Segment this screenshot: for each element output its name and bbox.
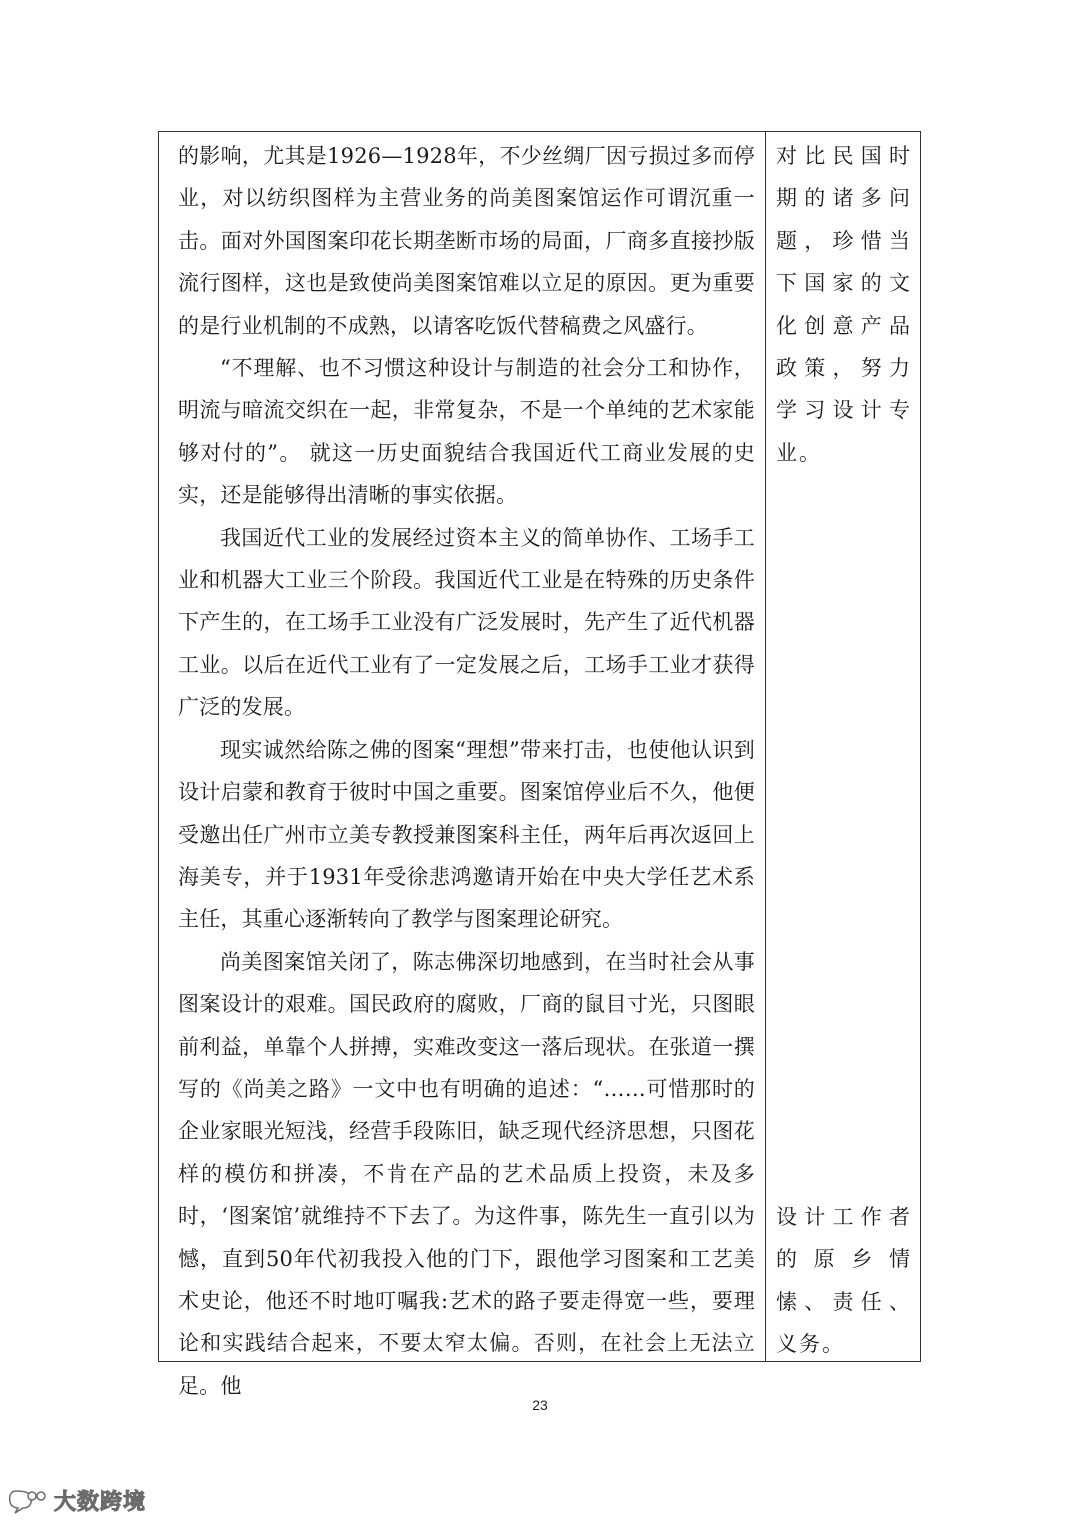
watermark bbox=[8, 1485, 146, 1516]
side-note-2: 设计工作者的原乡情愫、责任、义务。 bbox=[776, 1205, 912, 1357]
watermark-text: 大数跨境 bbox=[54, 1490, 147, 1515]
paragraph-4: 现实诚然给陈之佛的图案“理想”带来打击，也使他认识到设计启蒙和教育于彼时中国之重要。图案馆停业后不久，他便受邀出任广州市立美专教授兼图案科主任，两年后再次返回上海美专，并于1931年受徐悲鸿邀请开始在中央大学任艺术系主任，其重心逐渐转向了教学与图案理论研究。 bbox=[178, 737, 755, 932]
page-number: 23 bbox=[532, 1397, 548, 1413]
chat-bubble-logo-icon bbox=[8, 1488, 48, 1514]
paragraph-1: 的影响，尤其是1926—1928年，不少丝绸厂因亏损过多而停业，对以纺织图样为主营业务的尚美图案馆运作可谓沉重一击。面对外国图案印花长期垄断市场的局面，厂商多直接抄版流行图样，这也是致使尚美图案馆难以立足的原因。更为重要的是行业机制的不成熟，以请客吃饭代替稿费之风盛行。 bbox=[178, 144, 755, 338]
paragraph-5: 尚美图案馆关闭了，陈志佛深切地感到，在当时社会从事图案设计的艰难。国民政府的腐败，厂商的鼠目寸光，只图眼前利益，单靠个人拼搏，实难改变这一落后现状。在张道一撰写的《尚美之路》一文中也有明确的追述：“……可惜那时的企业家眼光短浅，经营手段陈旧，缺乏现代经济思想，只图花样的模仿和拼凑，不肯在产品的艺术品质上投资，未及多时，‘图案馆’就维持不下去了。为这件事，陈先生一直引以为憾，直到50年代初我投入他的门下，跟他学习图案和工艺美术史论，他还不时地叮嘱我:艺术的路子要走得宽一些，要理论和实践结合起来，不要太窄太偏。否则，在社会上无法立足。他 bbox=[178, 949, 755, 1398]
paragraph-2: “不理解、也不习惯这种设计与制造的社会分工和协作，明流与暗流交织在一起，非常复杂，不是一个单纯的艺术家能够对付的”。 就这一历史面貌结合我国近代工商业发展的史实，还是能够得出清晰的事实依据。 bbox=[178, 356, 755, 508]
paragraph-3: 我国近代工业的发展经过资本主义的简单协作、工场手工业和机器大工业三个阶段。我国近代工业是在特殊的历史条件下产生的，在工场手工业没有广泛发展时，先产生了近代机器工业。以后在近代工业有了一定发展之后，工场手工业才获得广泛的发展。 bbox=[178, 525, 755, 720]
content-table bbox=[158, 131, 921, 1398]
side-note-1: 对比民国时期的诸多问题，珍惜当下国家的文化创意产品政策，努力学习设计专业。 bbox=[776, 144, 912, 465]
main-text-column bbox=[159, 132, 766, 1398]
side-note-column bbox=[766, 132, 920, 1361]
